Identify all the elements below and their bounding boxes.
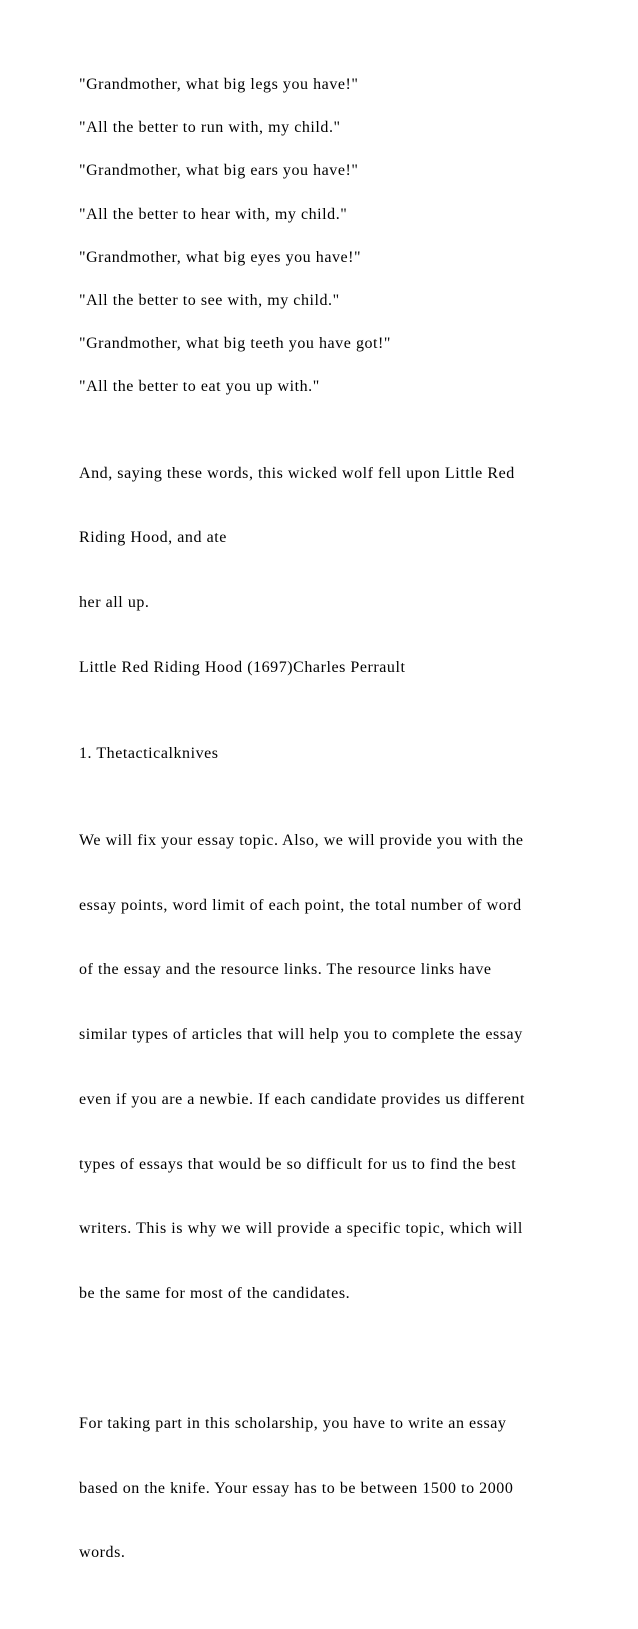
text-line: be the same for most of the candidates.: [79, 1285, 351, 1303]
dialogue-line: "Grandmother, what big teeth you have got!": [79, 335, 391, 353]
dialogue-line: "All the better to eat you up with.": [79, 378, 320, 396]
scholarship-paragraph: [79, 1370, 569, 1608]
dialogue-line: "All the better to hear with, my child.": [79, 205, 348, 223]
numbered-heading: 1. Thetacticalknives: [79, 745, 219, 763]
essay-paragraph: [79, 787, 569, 1348]
text-line: And, saying these words, this wicked wolf fell upon Little Red: [79, 464, 515, 482]
text-line: words.: [79, 1544, 126, 1562]
text-line: similar types of articles that will help you to complete the essay: [79, 1026, 523, 1044]
text-line: her all up.: [79, 594, 150, 612]
dialogue-line: "Grandmother, what big eyes you have!": [79, 248, 362, 266]
text-line: types of essays that would be so difficult for us to find the best: [79, 1155, 517, 1173]
text-line: based on the knife. Your essay has to be between 1500 to 2000: [79, 1479, 514, 1497]
text-line: of the essay and the resource links. The resource links have: [79, 961, 492, 979]
text-line: even if you are a newbie. If each candidate provides us different: [79, 1090, 525, 1108]
dialogue-line: "All the better to see with, my child.": [79, 291, 340, 309]
dialogue-line: "Grandmother, what big legs you have!": [79, 76, 359, 93]
text-line: writers. This is why we will provide a specific topic, which will: [79, 1220, 523, 1238]
text-line: For taking part in this scholarship, you have to write an essay: [79, 1414, 507, 1432]
citation-line: Little Red Riding Hood (1697)Charles Perrault: [79, 659, 406, 677]
story-ending-paragraph: [79, 420, 569, 722]
text-line: essay points, word limit of each point, the total number of word: [79, 896, 522, 914]
document-body: [79, 74, 569, 1629]
dialogue-line: "All the better to run with, my child.": [79, 119, 341, 137]
text-line: Riding Hood, and ate: [79, 529, 227, 547]
text-line: We will fix your essay topic. Also, we will provide you with the: [79, 831, 524, 849]
dialogue-line: "Grandmother, what big ears you have!": [79, 162, 359, 180]
